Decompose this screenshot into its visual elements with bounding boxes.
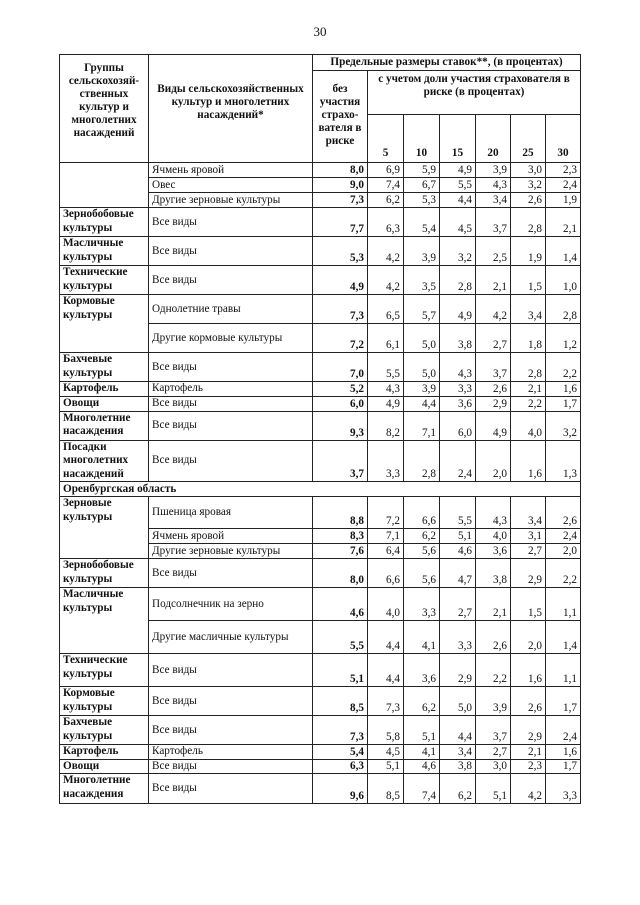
rate-share-5: 6,2 xyxy=(368,193,404,208)
rate-share-10: 5,0 xyxy=(404,324,440,353)
crop-kind-cell: Другие кормовые культуры xyxy=(149,324,313,353)
crop-group-cell: Кормовые культуры xyxy=(60,687,149,716)
rate-without-participation: 9,3 xyxy=(313,411,368,440)
rate-without-participation: 8,0 xyxy=(313,559,368,588)
rate-share-30: 1,1 xyxy=(546,588,581,621)
rate-share-15: 2,9 xyxy=(440,654,476,687)
rate-without-participation: 5,3 xyxy=(313,237,368,266)
rate-without-participation: 6,3 xyxy=(313,759,368,774)
rate-share-20: 4,2 xyxy=(476,295,511,324)
rate-share-25: 3,4 xyxy=(511,295,546,324)
rate-without-participation: 7,3 xyxy=(313,716,368,745)
rate-share-20: 3,7 xyxy=(476,716,511,745)
rate-share-5: 5,8 xyxy=(368,716,404,745)
rate-share-25: 2,6 xyxy=(511,687,546,716)
rate-share-15: 4,5 xyxy=(440,208,476,237)
rate-share-20: 5,1 xyxy=(476,774,511,804)
rate-share-25: 2,0 xyxy=(511,621,546,654)
crop-kind-cell: Все виды xyxy=(149,411,313,440)
rate-share-20: 3,8 xyxy=(476,559,511,588)
rate-share-15: 5,5 xyxy=(440,178,476,193)
rate-without-participation: 9,6 xyxy=(313,774,368,804)
page-number: 30 xyxy=(313,24,327,39)
rate-share-10: 3,3 xyxy=(404,588,440,621)
rate-share-10: 6,7 xyxy=(404,178,440,193)
rate-share-10: 5,4 xyxy=(404,208,440,237)
rate-share-30: 2,4 xyxy=(546,178,581,193)
rate-share-25: 2,6 xyxy=(511,193,546,208)
table-row xyxy=(60,497,581,529)
rate-share-10: 5,7 xyxy=(404,295,440,324)
rate-share-20: 3,9 xyxy=(476,687,511,716)
rate-share-25: 1,6 xyxy=(511,654,546,687)
rate-share-25: 2,2 xyxy=(511,396,546,411)
rate-without-participation: 8,8 xyxy=(313,497,368,529)
crop-group-cell: Овощи xyxy=(60,396,149,411)
rate-share-15: 3,3 xyxy=(440,621,476,654)
table-row xyxy=(60,353,581,382)
table-row xyxy=(60,440,581,482)
rate-share-5: 6,1 xyxy=(368,324,404,353)
rate-without-participation: 7,7 xyxy=(313,208,368,237)
crop-kind-cell: Пшеница яровая xyxy=(149,497,313,529)
rate-share-20: 3,6 xyxy=(476,544,511,559)
rate-share-20: 2,1 xyxy=(476,588,511,621)
crop-kind-cell: Все виды xyxy=(149,353,313,382)
insurance-rates-table xyxy=(59,54,581,804)
header-share-5: 5 xyxy=(368,115,404,163)
rate-without-participation: 7,3 xyxy=(313,295,368,324)
crop-kind-cell: Все виды xyxy=(149,208,313,237)
rate-share-30: 3,3 xyxy=(546,774,581,804)
rate-share-30: 2,4 xyxy=(546,529,581,544)
table-row xyxy=(60,687,581,716)
rate-share-5: 4,4 xyxy=(368,621,404,654)
rate-share-30: 1,7 xyxy=(546,396,581,411)
crop-group-cell: Бахчевые культуры xyxy=(60,353,149,382)
rate-share-5: 4,3 xyxy=(368,382,404,397)
rate-share-25: 1,8 xyxy=(511,324,546,353)
rate-share-10: 2,8 xyxy=(404,440,440,482)
rate-share-10: 7,1 xyxy=(404,411,440,440)
rate-share-5: 6,9 xyxy=(368,163,404,178)
crop-kind-cell: Все виды xyxy=(149,237,313,266)
crop-kind-cell: Все виды xyxy=(149,716,313,745)
rate-share-15: 5,1 xyxy=(440,529,476,544)
rate-without-participation: 6,0 xyxy=(313,396,368,411)
rate-share-10: 4,1 xyxy=(404,745,440,760)
header-with-participation: с учетом доли участия страхователя в риске (в процентах) xyxy=(368,71,581,115)
rate-share-15: 5,0 xyxy=(440,687,476,716)
crop-kind-cell: Другие зерновые культуры xyxy=(149,544,313,559)
crop-group-cell: Кормовые культуры xyxy=(60,295,149,353)
rate-without-participation: 8,0 xyxy=(313,163,368,178)
crop-kind-cell: Все виды xyxy=(149,559,313,588)
rate-share-30: 1,7 xyxy=(546,759,581,774)
rate-share-25: 2,9 xyxy=(511,559,546,588)
rate-without-participation: 5,5 xyxy=(313,621,368,654)
rate-share-25: 2,1 xyxy=(511,745,546,760)
rate-share-30: 1,9 xyxy=(546,193,581,208)
rate-share-25: 3,0 xyxy=(511,163,546,178)
crop-kind-cell: Все виды xyxy=(149,774,313,804)
rate-share-30: 1,6 xyxy=(546,382,581,397)
rate-share-20: 4,3 xyxy=(476,497,511,529)
header-share-10: 10 xyxy=(404,115,440,163)
rate-share-15: 4,4 xyxy=(440,716,476,745)
rate-share-5: 6,3 xyxy=(368,208,404,237)
rate-share-15: 6,0 xyxy=(440,411,476,440)
rate-share-30: 2,0 xyxy=(546,544,581,559)
rate-share-20: 2,9 xyxy=(476,396,511,411)
crop-group-cell: Технические культуры xyxy=(60,266,149,295)
rate-share-20: 2,2 xyxy=(476,654,511,687)
rate-share-15: 2,7 xyxy=(440,588,476,621)
header-without-participation: без участия страхо-вателя в риске xyxy=(313,71,368,163)
crop-kind-cell: Другие масличные культуры xyxy=(149,621,313,654)
header-share-15: 15 xyxy=(440,115,476,163)
crop-group-cell: Посадки многолетних насаждений xyxy=(60,440,149,482)
rate-share-30: 2,2 xyxy=(546,353,581,382)
crop-kind-cell: Все виды xyxy=(149,687,313,716)
rate-share-10: 4,6 xyxy=(404,759,440,774)
crop-kind-cell: Все виды xyxy=(149,759,313,774)
table-row xyxy=(60,237,581,266)
rate-without-participation: 7,3 xyxy=(313,193,368,208)
table-row xyxy=(60,759,581,774)
crop-group-cell: Зернобобовые культуры xyxy=(60,208,149,237)
header-share-30: 30 xyxy=(546,115,581,163)
rate-share-25: 3,1 xyxy=(511,529,546,544)
rate-share-5: 6,5 xyxy=(368,295,404,324)
crop-kind-cell: Все виды xyxy=(149,266,313,295)
rate-share-20: 2,5 xyxy=(476,237,511,266)
table-row xyxy=(60,266,581,295)
rate-share-5: 4,4 xyxy=(368,654,404,687)
header-share-20: 20 xyxy=(476,115,511,163)
rate-share-30: 1,1 xyxy=(546,654,581,687)
rate-share-25: 4,2 xyxy=(511,774,546,804)
table-row xyxy=(60,382,581,397)
rate-share-5: 6,4 xyxy=(368,544,404,559)
rate-share-5: 4,2 xyxy=(368,237,404,266)
rate-share-30: 1,4 xyxy=(546,237,581,266)
rate-share-20: 3,9 xyxy=(476,163,511,178)
rate-share-20: 2,0 xyxy=(476,440,511,482)
rate-share-20: 4,0 xyxy=(476,529,511,544)
rate-share-5: 3,3 xyxy=(368,440,404,482)
rate-share-25: 3,4 xyxy=(511,497,546,529)
header-share-25: 25 xyxy=(511,115,546,163)
rate-share-20: 4,9 xyxy=(476,411,511,440)
rate-without-participation: 7,2 xyxy=(313,324,368,353)
table-row xyxy=(60,774,581,804)
table-row xyxy=(60,588,581,621)
crop-group-cell: Многолетние насаждения xyxy=(60,774,149,804)
crop-kind-cell: Ячмень яровой xyxy=(149,529,313,544)
rate-share-30: 1,0 xyxy=(546,266,581,295)
rate-share-25: 4,0 xyxy=(511,411,546,440)
rate-without-participation: 8,5 xyxy=(313,687,368,716)
rate-without-participation: 5,1 xyxy=(313,654,368,687)
table-row xyxy=(60,654,581,687)
rate-share-20: 3,0 xyxy=(476,759,511,774)
table-row xyxy=(60,208,581,237)
rate-share-5: 4,2 xyxy=(368,266,404,295)
crop-group-cell: Технические культуры xyxy=(60,654,149,687)
rate-share-15: 2,8 xyxy=(440,266,476,295)
rate-share-25: 3,2 xyxy=(511,178,546,193)
rate-share-10: 5,1 xyxy=(404,716,440,745)
crop-kind-cell: Все виды xyxy=(149,396,313,411)
rate-share-25: 2,3 xyxy=(511,759,546,774)
rate-share-15: 4,4 xyxy=(440,193,476,208)
rate-share-10: 3,5 xyxy=(404,266,440,295)
rate-share-5: 8,5 xyxy=(368,774,404,804)
crop-group-cell: Зернобобовые культуры xyxy=(60,559,149,588)
crop-group-cell: Картофель xyxy=(60,382,149,397)
rate-share-20: 2,7 xyxy=(476,745,511,760)
rate-without-participation: 9,0 xyxy=(313,178,368,193)
rate-share-5: 4,0 xyxy=(368,588,404,621)
rate-share-10: 4,4 xyxy=(404,396,440,411)
rate-share-10: 3,9 xyxy=(404,382,440,397)
rate-share-20: 3,4 xyxy=(476,193,511,208)
table-row xyxy=(60,745,581,760)
table-row xyxy=(60,411,581,440)
rate-share-30: 2,6 xyxy=(546,497,581,529)
rate-share-5: 8,2 xyxy=(368,411,404,440)
rate-share-15: 4,9 xyxy=(440,295,476,324)
rate-share-25: 2,8 xyxy=(511,353,546,382)
region-row xyxy=(60,482,581,497)
crop-kind-cell: Подсолнечник на зерно xyxy=(149,588,313,621)
crop-kind-cell: Картофель xyxy=(149,745,313,760)
rate-share-15: 3,2 xyxy=(440,237,476,266)
rate-share-10: 5,6 xyxy=(404,544,440,559)
rate-share-5: 5,1 xyxy=(368,759,404,774)
rate-share-15: 6,2 xyxy=(440,774,476,804)
rate-share-10: 5,0 xyxy=(404,353,440,382)
rate-without-participation: 7,0 xyxy=(313,353,368,382)
rate-share-30: 1,2 xyxy=(546,324,581,353)
rate-share-5: 7,1 xyxy=(368,529,404,544)
crop-group-cell: Многолетние насаждения xyxy=(60,411,149,440)
rate-share-10: 5,3 xyxy=(404,193,440,208)
rate-share-20: 2,1 xyxy=(476,266,511,295)
rate-share-25: 2,9 xyxy=(511,716,546,745)
rate-share-10: 6,6 xyxy=(404,497,440,529)
rate-share-5: 7,2 xyxy=(368,497,404,529)
header-rate-limits: Предельные размеры ставок**, (в процентах) xyxy=(313,55,581,71)
header-crop-kinds: Виды сельскохозяйственных культур и многолетних насаждений* xyxy=(149,55,313,163)
rate-share-30: 2,3 xyxy=(546,163,581,178)
table-row xyxy=(60,716,581,745)
rate-share-15: 2,4 xyxy=(440,440,476,482)
crop-kind-cell: Ячмень яровой xyxy=(149,163,313,178)
rate-share-15: 4,7 xyxy=(440,559,476,588)
rate-without-participation: 4,6 xyxy=(313,588,368,621)
crop-group-cell xyxy=(60,163,149,208)
rate-share-15: 3,3 xyxy=(440,382,476,397)
rate-share-15: 3,8 xyxy=(440,759,476,774)
crop-kind-cell: Овес xyxy=(149,178,313,193)
crop-kind-cell: Все виды xyxy=(149,654,313,687)
rate-share-30: 1,3 xyxy=(546,440,581,482)
rate-share-15: 4,9 xyxy=(440,163,476,178)
rate-share-30: 1,4 xyxy=(546,621,581,654)
rate-without-participation: 5,2 xyxy=(313,382,368,397)
rate-share-25: 1,9 xyxy=(511,237,546,266)
rate-share-15: 3,8 xyxy=(440,324,476,353)
rate-share-5: 4,9 xyxy=(368,396,404,411)
rate-share-5: 7,4 xyxy=(368,178,404,193)
rate-share-30: 2,8 xyxy=(546,295,581,324)
table-row xyxy=(60,163,581,178)
crop-group-cell: Бахчевые культуры xyxy=(60,716,149,745)
crop-group-cell: Овощи xyxy=(60,759,149,774)
rate-without-participation: 3,7 xyxy=(313,440,368,482)
rate-share-10: 3,6 xyxy=(404,654,440,687)
crop-kind-cell: Картофель xyxy=(149,382,313,397)
rate-share-20: 2,7 xyxy=(476,324,511,353)
rate-share-30: 1,6 xyxy=(546,745,581,760)
rate-without-participation: 4,9 xyxy=(313,266,368,295)
table-row xyxy=(60,396,581,411)
rate-share-10: 4,1 xyxy=(404,621,440,654)
rate-share-30: 2,4 xyxy=(546,716,581,745)
rate-share-10: 5,6 xyxy=(404,559,440,588)
table-row xyxy=(60,559,581,588)
rate-share-10: 5,9 xyxy=(404,163,440,178)
crop-kind-cell: Все виды xyxy=(149,440,313,482)
rate-share-25: 2,8 xyxy=(511,208,546,237)
table-row xyxy=(60,295,581,324)
rate-share-10: 6,2 xyxy=(404,687,440,716)
rate-share-30: 2,2 xyxy=(546,559,581,588)
rate-share-5: 4,5 xyxy=(368,745,404,760)
crop-kind-cell: Однолетние травы xyxy=(149,295,313,324)
rate-share-20: 3,7 xyxy=(476,353,511,382)
rate-share-30: 1,7 xyxy=(546,687,581,716)
rate-without-participation: 5,4 xyxy=(313,745,368,760)
crop-kind-cell: Другие зерновые культуры xyxy=(149,193,313,208)
rate-without-participation: 8,3 xyxy=(313,529,368,544)
rate-share-25: 1,6 xyxy=(511,440,546,482)
rate-share-20: 2,6 xyxy=(476,621,511,654)
rate-share-20: 4,3 xyxy=(476,178,511,193)
rate-share-5: 7,3 xyxy=(368,687,404,716)
rate-share-15: 5,5 xyxy=(440,497,476,529)
crop-group-cell: Масличные культуры xyxy=(60,237,149,266)
rate-share-20: 2,6 xyxy=(476,382,511,397)
rate-share-15: 4,3 xyxy=(440,353,476,382)
rate-share-10: 7,4 xyxy=(404,774,440,804)
rate-share-30: 2,1 xyxy=(546,208,581,237)
rate-share-10: 3,9 xyxy=(404,237,440,266)
rate-share-15: 3,6 xyxy=(440,396,476,411)
rate-share-15: 4,6 xyxy=(440,544,476,559)
rate-share-20: 3,7 xyxy=(476,208,511,237)
rate-share-5: 6,6 xyxy=(368,559,404,588)
rate-share-15: 3,4 xyxy=(440,745,476,760)
header-crop-groups: Группы сельскохозяй-ственных культур и многолетних насаждений xyxy=(60,55,149,163)
rate-share-25: 1,5 xyxy=(511,588,546,621)
crop-group-cell: Масличные культуры xyxy=(60,588,149,654)
rate-without-participation: 7,6 xyxy=(313,544,368,559)
region-name: Оренбургская область xyxy=(60,482,581,497)
rate-share-25: 2,1 xyxy=(511,382,546,397)
crop-group-cell: Картофель xyxy=(60,745,149,760)
rate-share-10: 6,2 xyxy=(404,529,440,544)
rate-share-5: 5,5 xyxy=(368,353,404,382)
rate-share-25: 2,7 xyxy=(511,544,546,559)
rate-share-30: 3,2 xyxy=(546,411,581,440)
rate-share-25: 1,5 xyxy=(511,266,546,295)
crop-group-cell: Зерновые культуры xyxy=(60,497,149,559)
